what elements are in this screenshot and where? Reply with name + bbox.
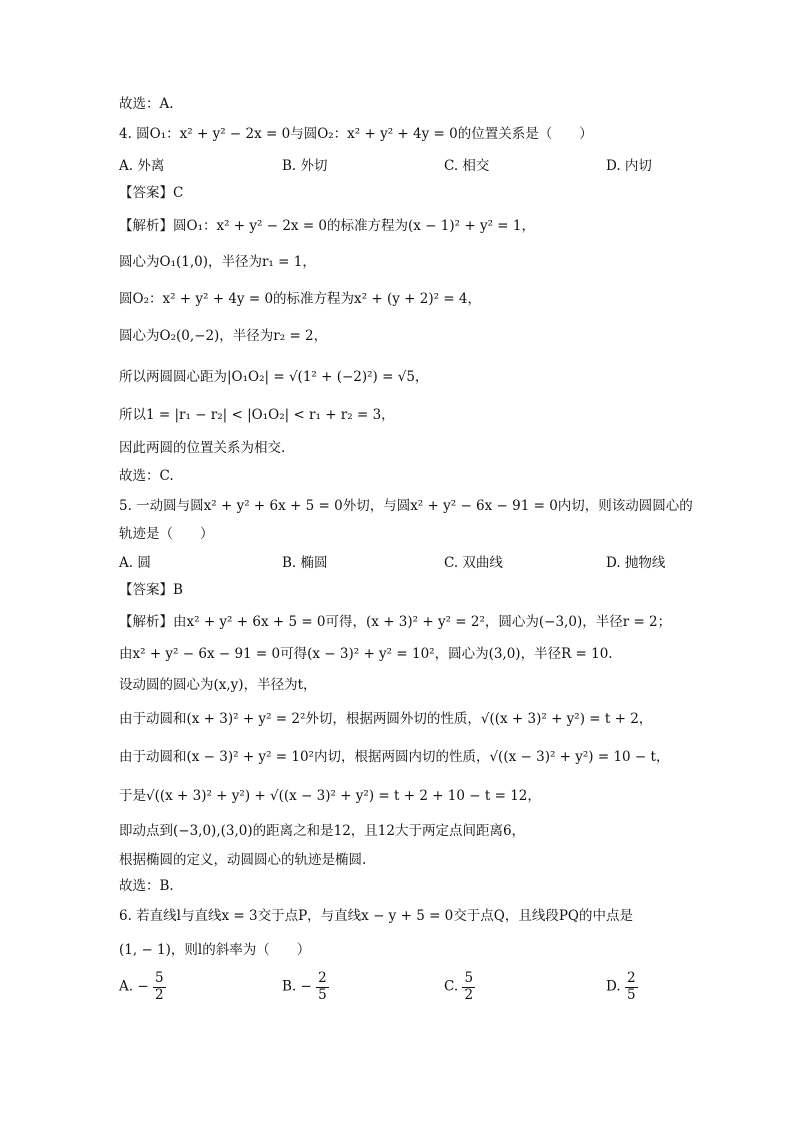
q5-option-c: C. 双曲线 <box>444 555 503 571</box>
q6-option-a-sign: − <box>137 978 149 995</box>
q6-option-c-label: C. <box>444 978 459 995</box>
q4-option-d: D. 内切 <box>606 158 652 174</box>
q5-stem-1: 5. 一动圆与圆x² + y² + 6x + 5 = 0外切，与圆x² + y² − 6x − 91 = 0内切，则该动圆圆心的 <box>119 498 693 514</box>
q6-option-b <box>282 972 329 1002</box>
q6-option-b-numerator: 2 <box>318 970 327 986</box>
q6-option-b-fraction <box>316 972 329 1002</box>
q4-solution-4: 圆心为O₂(0,−2)，半径为r₂ = 2， <box>119 328 328 344</box>
q6-option-a-numerator: 5 <box>154 970 164 986</box>
q6-option-c-fraction <box>462 972 475 1002</box>
q6-option-b-label: B. <box>282 978 297 995</box>
q4-option-a: A. 外离 <box>119 158 165 174</box>
q5-answer: 【答案】B <box>119 582 183 598</box>
q6-option-d-label: D. <box>606 978 621 995</box>
q4-option-b: B. 外切 <box>282 158 328 174</box>
q6-stem-2: (1, − 1)，则l的斜率为（ ） <box>119 942 311 958</box>
q6-option-d <box>606 972 638 1002</box>
q4-solution-3: 圆O₂：x² + y² + 4y = 0的标准方程为x² + (y + 2)² = 4， <box>119 291 481 307</box>
q3-conclusion: 故选：A. <box>119 96 174 112</box>
q6-stem-1: 6. 若直线l与直线x = 3交于点P，与直线x − y + 5 = 0交于点Q，且线段PQ的中点是 <box>119 908 633 924</box>
q4-answer: 【答案】C <box>119 185 184 201</box>
q5-conclusion: 故选：B. <box>119 878 174 894</box>
q6-option-b-sign: − <box>300 978 312 995</box>
q4-stem: 4. 圆O₁：x² + y² − 2x = 0与圆O₂：x² + y² + 4y = 0的位置关系是（ ） <box>119 126 593 142</box>
q4-solution-5: 所以两圆圆心距为|O₁O₂| = √(1² + (−2)²) = √5， <box>119 369 429 385</box>
q4-solution-7: 因此两圆的位置关系为相交. <box>119 440 286 456</box>
q6-option-c-numerator: 5 <box>464 970 474 986</box>
q5-solution-5: 由于动圆和(x − 3)² + y² = 10²内切，根据两圆内切的性质，√((x − 3)² + y²) = 10 − t， <box>119 749 670 765</box>
q6-option-c <box>444 972 475 1002</box>
q5-option-b: B. 椭圆 <box>282 555 328 571</box>
q6-option-a-fraction <box>153 972 166 1002</box>
q5-solution-4: 由于动圆和(x + 3)² + y² = 2²外切，根据两圆外切的性质，√((x + 3)² + y²) = t + 2， <box>119 711 653 727</box>
q4-option-c: C. 相交 <box>444 158 490 174</box>
q5-solution-2: 由x² + y² − 6x − 91 = 0可得(x − 3)² + y² = 10²，圆心为(3,0)，半径R = 10. <box>119 646 613 662</box>
q6-option-b-denominator: 5 <box>318 986 327 1003</box>
q5-solution-8: 根据椭圆的定义，动圆圆心的轨迹是椭圆. <box>119 852 367 868</box>
q5-solution-6: 于是√((x + 3)² + y²) + √((x − 3)² + y²) = t + 2 + 10 − t = 12， <box>119 788 541 804</box>
q5-solution-3: 设动圆的圆心为(x,y)，半径为t， <box>119 677 317 693</box>
q6-option-a-denominator: 2 <box>154 986 164 1003</box>
q5-stem-2: 轨迹是（ ） <box>119 526 214 542</box>
q4-conclusion: 故选：C. <box>119 468 174 484</box>
q6-option-c-denominator: 2 <box>464 986 474 1003</box>
q4-solution-1: 【解析】圆O₁：x² + y² − 2x = 0的标准方程为(x − 1)² + y² = 1， <box>119 218 535 234</box>
q5-solution-7: 即动点到(−3,0),(3,0)的距离之和是12，且12大于两定点间距离6， <box>119 823 526 839</box>
q6-option-d-fraction <box>625 972 638 1002</box>
q6-option-a-label: A. <box>119 978 134 995</box>
q5-solution-1: 【解析】由x² + y² + 6x + 5 = 0可得，(x + 3)² + y² = 2²，圆心为(−3,0)，半径r = 2； <box>119 614 672 630</box>
q6-option-d-denominator: 5 <box>626 986 636 1003</box>
q6-option-a <box>119 972 166 1002</box>
q4-solution-2: 圆心为O₁(1,0)，半径为r₁ = 1， <box>119 254 316 270</box>
q6-option-d-numerator: 2 <box>626 970 636 986</box>
q5-option-a: A. 圆 <box>119 555 151 571</box>
q4-solution-6: 所以1 = |r₁ − r₂| < |O₁O₂| < r₁ + r₂ = 3， <box>119 407 395 423</box>
q5-option-d: D. 抛物线 <box>606 555 666 571</box>
